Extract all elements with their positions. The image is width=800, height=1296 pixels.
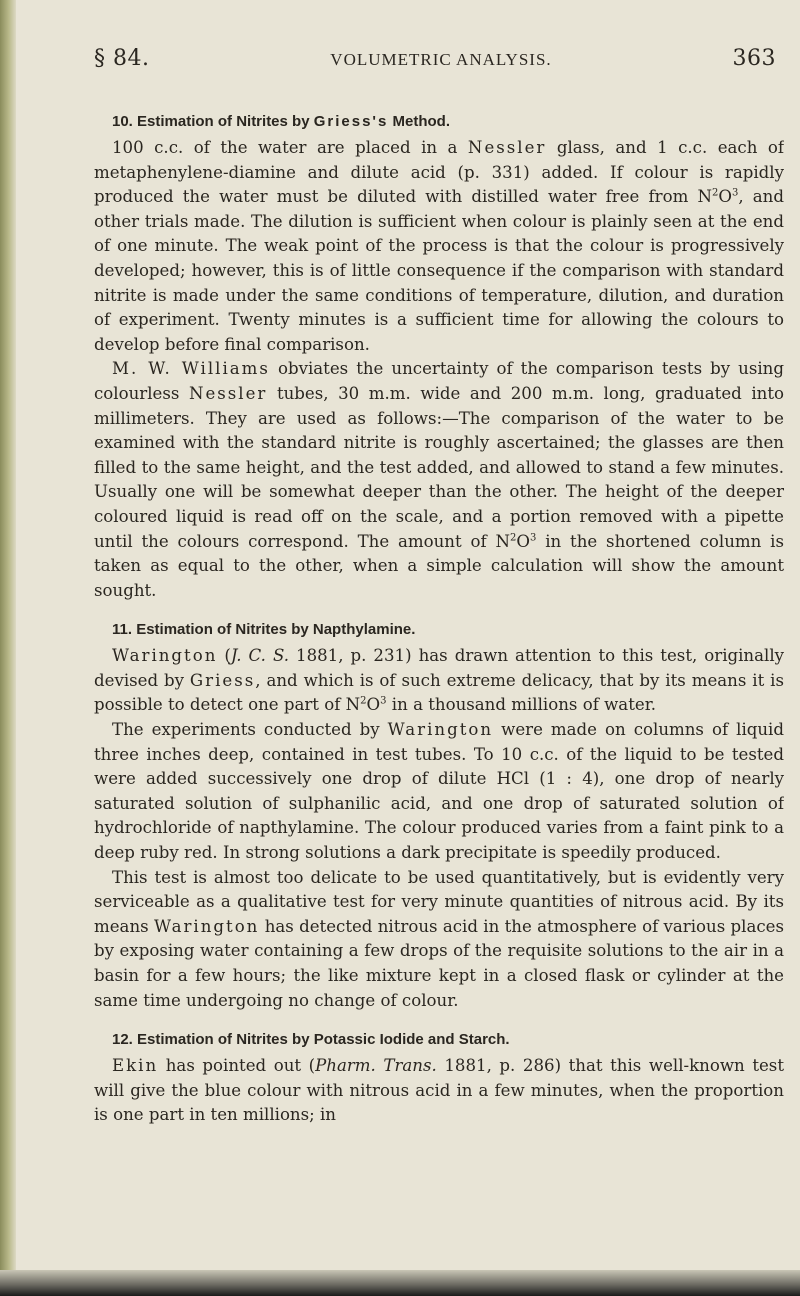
- section-12: [94, 1031, 784, 1128]
- section-11: [94, 621, 784, 1013]
- paragraph: Ekin has pointed out (Pharm. Trans. 1881, p. 286) that this well-known test will give the blue colour with nitrous acid in a few minutes, when the proportion is one part in ten millions; in: [94, 1056, 784, 1125]
- paragraph: Warington (J. C. S. 1881, p. 231) has drawn attention to this test, originally devised by Griess, and which is of such extreme delicacy, that by its means it is possible to detect one part of $N^2O^3$ in a thousand millions of water.: [94, 646, 784, 715]
- paragraph: The experiments conducted by Warington were made on columns of liquid three inches deep, contained in test tubes. To 10 c.c. of the liquid to be tested were added successively one drop of dilute HCl (1 : 4), one drop of nearly saturated solution of sulphanilic acid, and one drop of saturated solution of hydrochloride of napthylamine. The colour produced varies from a faint pink to a deep ruby red. In strong solutions a dark precipitate is speedily produced.: [94, 720, 784, 863]
- running-head: [94, 46, 784, 71]
- paragraph: This test is almost too delicate to be used quantitatively, but is evidently very serviceable as a qualitative test for very minute quantities of nitrous acid. By its means Warington has detected nitrous acid in the atmosphere of various places by exposing water containing a few drops of the requisite solutions to the air in a basin for a few hours; the like mixture kept in a closed flask or cylinder at the same time undergoing no change of colour.: [94, 867, 784, 1010]
- book-spine-shadow: [0, 0, 16, 1296]
- section-10: [94, 113, 784, 603]
- chapter-title: VOLUMETRIC ANALYSIS.: [330, 50, 552, 69]
- section-heading: 11. Estimation of Nitrites by Napthylamine.: [112, 621, 416, 639]
- page-number: 363: [732, 46, 776, 71]
- book-page: [94, 46, 784, 1266]
- section-heading: 10. Estimation of Nitrites by Griess's Method.: [112, 113, 450, 130]
- paragraph: M. W. Williams obviates the uncertainty of the comparison tests by using colourless Nessler tubes, 30 m.m. wide and 200 m.m. long, graduated into millimeters. They are used as follows:—The comparison of the water to be examined with the standard nitrite is roughly ascertained; the glasses are then filled to the same height, and the test added, and allowed to stand a few minutes. Usually one will be somewhat deeper than the other. The height of the deeper coloured liquid is read off on the scale, and a portion removed with a pipette until the colours correspond. The amount of $N^2O^3$ in the shortened column is taken as equal to the other, when a simple calculation will show the amount sought.: [94, 359, 784, 600]
- page-bottom-edge: [0, 1270, 800, 1296]
- paragraph: 100 c.c. of the water are placed in a Nessler glass, and 1 c.c. each of metaphenylene-diamine and dilute acid (p. 331) added. If colour is rapidly produced the water must be diluted with distilled water free from $N^2O^3$, and other trials made. The dilution is sufficient when colour is plainly seen at the end of one minute. The weak point of the process is that the colour is progressively developed; however, this is of little consequence if the comparison with standard nitrite is made under the same conditions of temperature, dilution, and duration of experiment. Twenty minutes is a sufficient time for allowing the colours to develop before final comparison.: [94, 138, 784, 354]
- section-heading: 12. Estimation of Nitrites by Potassic Iodide and Starch.: [112, 1031, 510, 1049]
- section-mark: § 84.: [94, 46, 150, 71]
